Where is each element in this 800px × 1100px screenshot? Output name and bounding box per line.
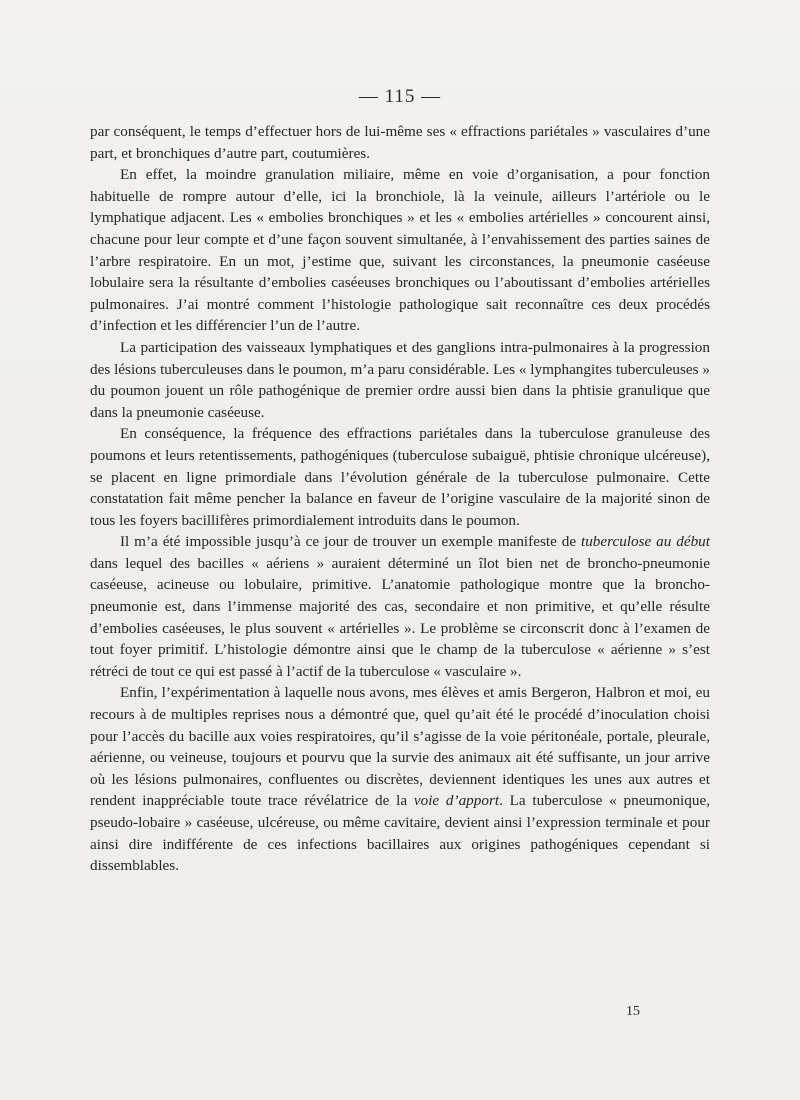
italic-text: tuberculose au début: [580, 533, 710, 551]
paragraph: [90, 682, 710, 876]
paragraph-text: dans lequel des bacilles « aériens » auraient déterminé un îlot bien net de broncho-pneumonie caséeuse, acineuse ou lobulaire, primitive. L’anatomie pathologique montre que la broncho-pneumonie est, dans l’immense majorité des cas, secondaire et non primitive, et qu’elle résulte d’embolies caséeuses, le plus souvent « artérielles ». Le problème se circonscrit donc à l’examen de tout foyer primitif. L’histologie démontre ainsi que le champ de la tuberculose « aérienne » s’est rétréci de tout ce qui est passé à l’actif de la tuberculose « vasculaire ».: [90, 554, 710, 680]
signature-mark: 15: [626, 1004, 640, 1019]
paragraph-text: La participation des vaisseaux lymphatiques et des ganglions intra-pulmonaires à la progression des lésions tuberculeuses dans le poumon, m’a paru considérable. Les « lymphangites tuberculeuses » du poumon jouent un rôle pathogénique de premier ordre aussi bien dans la phtisie granulique que dans la pneumonie caséeuse.: [90, 338, 710, 421]
paragraph-text: Enfin, l’expérimentation à laquelle nous avons, mes élèves et amis Bergeron, Halbron et moi, eu recours à de multiples reprises nous a démontré que, quel qu’ait été le procédé d’inoculation choisi pour l’accès du bacille aux voies respiratoires, qu’il s’agisse de la voie péritonéale, portale, pleurale, aérienne, ou veineuse, toujours et pourvu que la survie des animaux ait été suffisante, un jour arrive où les lésions pulmonaires, confluentes ou discrètes, deviennent identiques les unes aux autres et rendent inappréciable toute trace révélatrice de la: [90, 684, 710, 810]
page-number: — 115 —: [358, 86, 442, 107]
paragraph-text: En effet, la moindre granulation miliaire, même en voie d’organisation, a pour fonction habituelle de rompre autour d’elle, ici la bronchiole, là la veinule, ailleurs l’artériole ou le lymphatique adjacent. Les « embolies bronchiques » et les « embolies artérielles » concourent ainsi, chacune pour leur compte et d’une façon souvent simultanée, à l’envahissement des parties saines de l’arbre respiratoire. En un mot, j’estime que, suivant les circonstances, la pneumonie caséeuse lobulaire sera la résultante d’embolies caséeuses bronchiques ou l’aboutissant d’embolies artérielles pulmonaires. J’ai montré comment l’histologie pathologique sait reconnaître ces deux procédés d’infection et les différencier l’un de l’autre.: [90, 166, 710, 335]
paragraph: [90, 337, 710, 423]
body-text: [90, 121, 710, 877]
italic-text: voie d’apport: [413, 792, 500, 810]
paragraph-text: . La tuberculose « pneumonique, pseudo-lobaire » caséeuse, ulcéreuse, ou même cavitaire, devient ainsi l’expression terminale et pour ainsi dire indifférente de ces infections bacillaires aux origines pathogéniques cependant si dissemblables.: [90, 792, 711, 875]
paragraph-text: En conséquence, la fréquence des effractions pariétales dans la tuberculose granuleuse des poumons et leurs retentissements, pathogéniques (tuberculose subaiguë, phtisie chronique ulcéreuse), se placent en ligne primordiale dans l’évolution générale de la tuberculose pulmonaire. Cette constatation fait même pencher la balance en faveur de l’origine vasculaire de la majorité sinon de tous les foyers bacillifères primordialement introduits dans le poumon.: [90, 425, 710, 529]
paragraph-text: Il m’a été impossible jusqu’à ce jour de trouver un exemple manifeste de: [120, 533, 581, 551]
paragraph: [90, 531, 710, 682]
paragraph: [90, 121, 710, 164]
paragraph: [90, 423, 710, 531]
paragraph-text: par conséquent, le temps d’effectuer hors de lui-même ses « effractions pariétales » vasculaires d’une part, et bronchiques d’autre part, coutumières.: [90, 123, 710, 162]
paragraph: [90, 164, 710, 337]
